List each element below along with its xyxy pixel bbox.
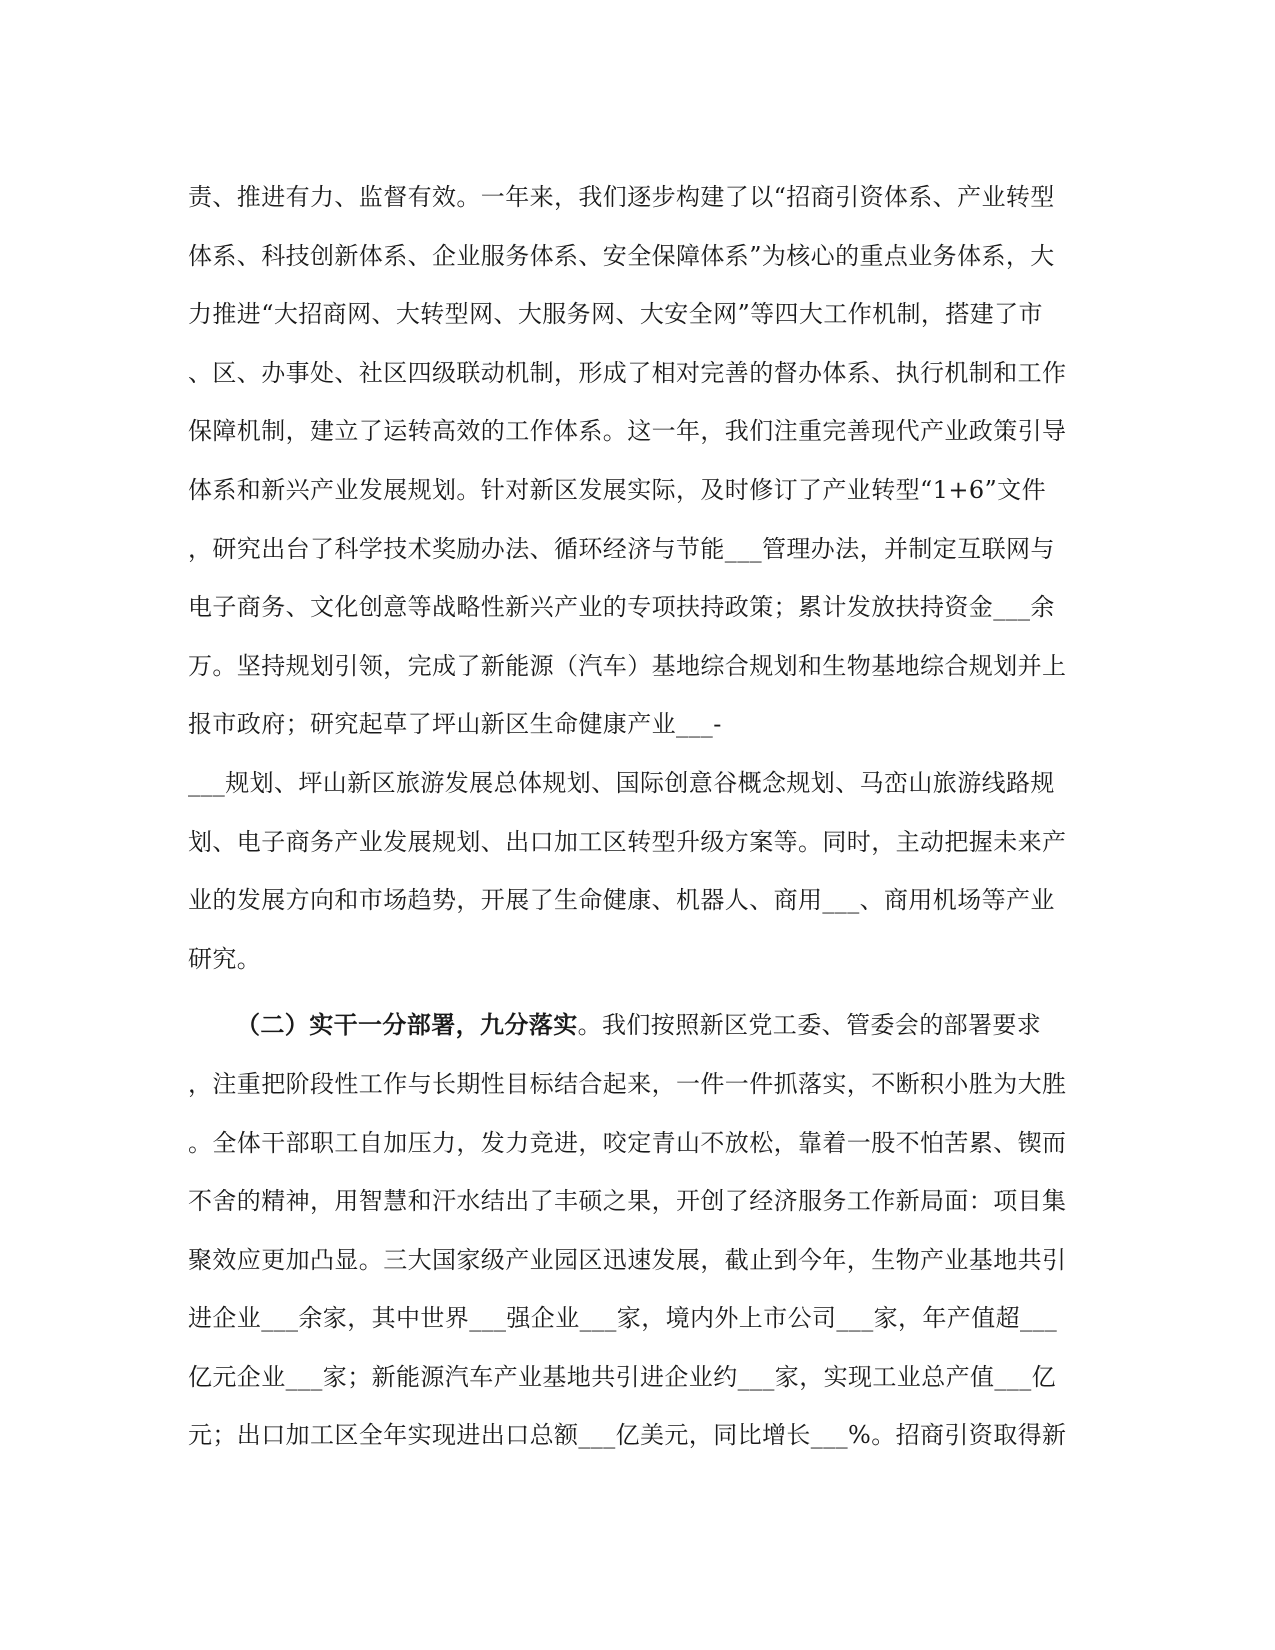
text-line: 报市政府；研究起草了坪山新区生命健康产业___- bbox=[188, 710, 722, 739]
section-heading: （二）实干一分部署，九分落实 bbox=[236, 1010, 578, 1040]
text-line: 。全体干部职工自加压力，发力竞进，咬定青山不放松，靠着一股不怕苦累、锲而 bbox=[188, 1128, 1067, 1157]
text-line: ___规划、坪山新区旅游发展总体规划、国际创意谷概念规划、马峦山旅游线路规 bbox=[188, 768, 1055, 797]
text-line: 进企业___余家，其中世界___强企业___家，境内外上市公司___家，年产值超___ bbox=[188, 1304, 1058, 1333]
text-line: 元；出口加工区全年实现进出口总额___亿美元，同比增长___%。招商引资取得新 bbox=[188, 1421, 1067, 1450]
text-line: 聚效应更加凸显。三大国家级产业园区迅速发展，截止到今年，生物产业基地共引 bbox=[188, 1245, 1067, 1274]
text-line: ，注重把阶段性工作与长期性目标结合起来，一件一件抓落实，不断积小胜为大胜 bbox=[188, 1069, 1067, 1098]
paragraph-2-first-line bbox=[188, 996, 1088, 1055]
text-run: 。我们按照新区党工委、管委会的部署要求 bbox=[577, 1011, 1042, 1040]
text-line: 业的发展方向和市场趋势，开展了生命健康、机器人、商用___、商用机场等产业 bbox=[188, 886, 1055, 915]
text-line: 亿元企业___家；新能源汽车产业基地共引进企业约___家，实现工业总产值___亿 bbox=[188, 1362, 1056, 1391]
text-line: 、区、办事处、社区四级联动机制，形成了相对完善的督办体系、执行机制和工作 bbox=[188, 358, 1067, 387]
body-text bbox=[188, 168, 1088, 1465]
text-line: 责、推进有力、监督有效。一年来，我们逐步构建了以“招商引资体系、产业转型 bbox=[188, 183, 1055, 211]
text-line: 体系和新兴产业发展规划。针对新区发展实际，及时修订了产业转型“1+6”文件 bbox=[188, 475, 1046, 504]
text-line: ，研究出台了科学技术奖励办法、循环经济与节能___管理办法，并制定互联网与 bbox=[188, 534, 1055, 563]
text-line: 体系、科技创新体系、企业服务体系、安全保障体系”为核心的重点业务体系，大 bbox=[188, 241, 1055, 270]
text-line: 万。坚持规划引领，完成了新能源（汽车）基地综合规划和生物基地综合规划并上 bbox=[188, 651, 1067, 680]
text-line: 研究。 bbox=[188, 944, 262, 973]
text-line: 力推进“大招商网、大转型网、大服务网、大安全网”等四大工作机制，搭建了市 bbox=[188, 300, 1043, 329]
text-line: 保障机制，建立了运转高效的工作体系。这一年，我们注重完善现代产业政策引导 bbox=[188, 417, 1067, 446]
text-line: 划、电子商务产业发展规划、出口加工区转型升级方案等。同时，主动把握未来产 bbox=[188, 827, 1067, 856]
text-line: 电子商务、文化创意等战略性新兴产业的专项扶持政策；累计发放扶持资金___余 bbox=[188, 593, 1055, 622]
text-line: 不舍的精神，用智慧和汗水结出了丰硕之果，开创了经济服务工作新局面：项目集 bbox=[188, 1187, 1067, 1216]
